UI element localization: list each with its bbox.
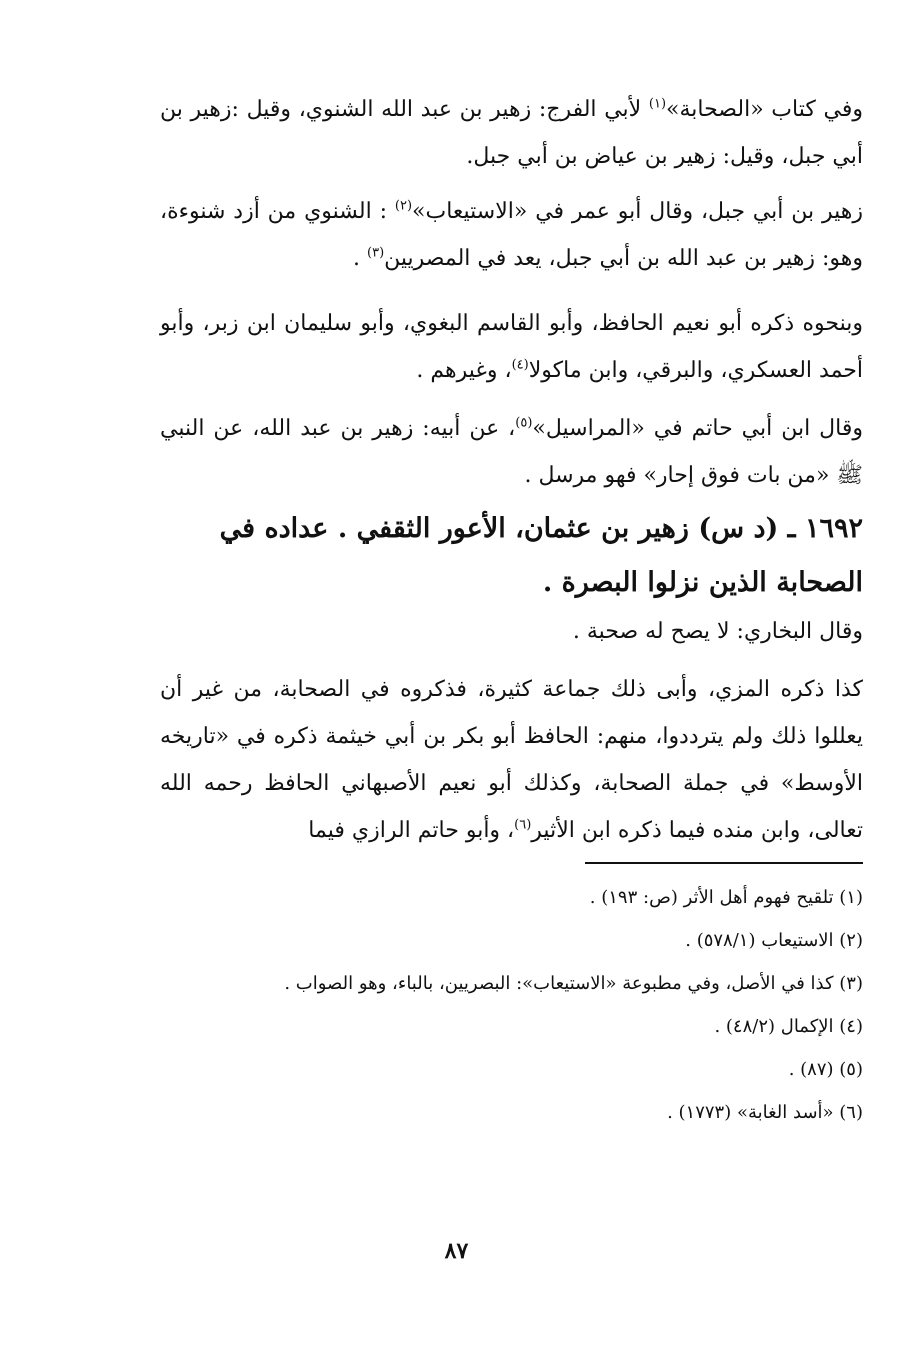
paragraph-4-text-b: ، عن أبيه: زهير بن عبد الله، عن النبي ﷺ «من بات فوق إحار» فهو مرسل . (160, 416, 863, 488)
paragraph-1-text-a: وفي كتاب «الصحابة» (666, 97, 863, 122)
footnote-4: (٤) الإكمال (٤٨/٢) . (714, 1016, 863, 1037)
footnote-ref-1: (١) (648, 96, 667, 112)
page-number: ٨٧ (444, 1238, 469, 1264)
entry-heading: ١٦٩٢ ـ (د س) زهير بن عثمان، الأعور الثقفي . عداده في الصحابة الذين نزلوا البصرة . (219, 513, 863, 598)
paragraph-4 (160, 405, 863, 499)
footnote-ref-6: (٦) (514, 817, 532, 833)
footnote-divider (585, 862, 863, 864)
footnote-ref-4: (٤) (511, 357, 529, 373)
footnote-ref-5: (٥) (515, 415, 533, 431)
paragraph-4-text-a: وقال ابن أبي حاتم في «المراسيل» (532, 416, 863, 441)
footnote-6: (٦) «أسد الغابة» (١٧٧٣) . (667, 1102, 863, 1123)
paragraph-2-text-a: زهير بن أبي جبل، وقال أبو عمر في «الاستيعاب» (412, 199, 863, 224)
paragraph-1 (160, 86, 863, 180)
paragraph-3 (160, 300, 863, 394)
paragraph-5-text-b: ، وأبو حاتم الرازي فيما (308, 818, 515, 843)
bukhari-quote: وقال البخاري: لا يصح له صحبة . (572, 619, 863, 644)
footnote-ref-2: (٢) (394, 198, 413, 214)
paragraph-2-text-b: : الشنوي من أزد شنوءة، وهو: زهير بن عبد الله بن أبي جبل، يعد في المصريين (160, 199, 863, 271)
paragraph-1-text-b: لأبي الفرج: زهير بن عبد الله الشنوي، وقيل :زهير بن أبي جبل، وقيل: زهير بن عياض بن أبي جبل. (160, 97, 863, 169)
footnote-2: (٢) الاستيعاب (٥٧٨/١) . (685, 930, 863, 951)
footnote-ref-3: (٣) (367, 245, 385, 261)
paragraph-3-text-b: ، وغيرهم . (416, 358, 512, 383)
footnote-3: (٣) كذا في الأصل، وفي مطبوعة «الاستيعاب»: البصريين، بالباء، وهو الصواب . (284, 973, 863, 994)
paragraph-2 (160, 188, 863, 282)
paragraph-3-text-a: وبنحوه ذكره أبو نعيم الحافظ، وأبو القاسم البغوي، وأبو سليمان ابن زبر، وأبو أحمد العسكري، والبرقي، وابن ماكولا (160, 311, 863, 383)
footnote-5: (٥) (٨٧) . (788, 1059, 863, 1080)
footnote-1: (١) تلقيح فهوم أهل الأثر (ص: ١٩٣) . (589, 887, 863, 908)
paragraph-2-text-c: . (353, 246, 367, 271)
paragraph-5 (160, 666, 863, 854)
paragraph-5-text-a: كذا ذكره المزي، وأبى ذلك جماعة كثيرة، فذكروه في الصحابة، من غير أن يعللوا ذلك ولم يترددوا، منهم: الحافظ أبو بكر بن أبي خيثمة ذكره في «تاريخه الأوسط» في جملة الصحابة، وكذلك أبو نعيم الأصبهاني الحافظ رحمه الله تعالى، وابن منده فيما ذكره ابن الأثير (160, 677, 863, 843)
